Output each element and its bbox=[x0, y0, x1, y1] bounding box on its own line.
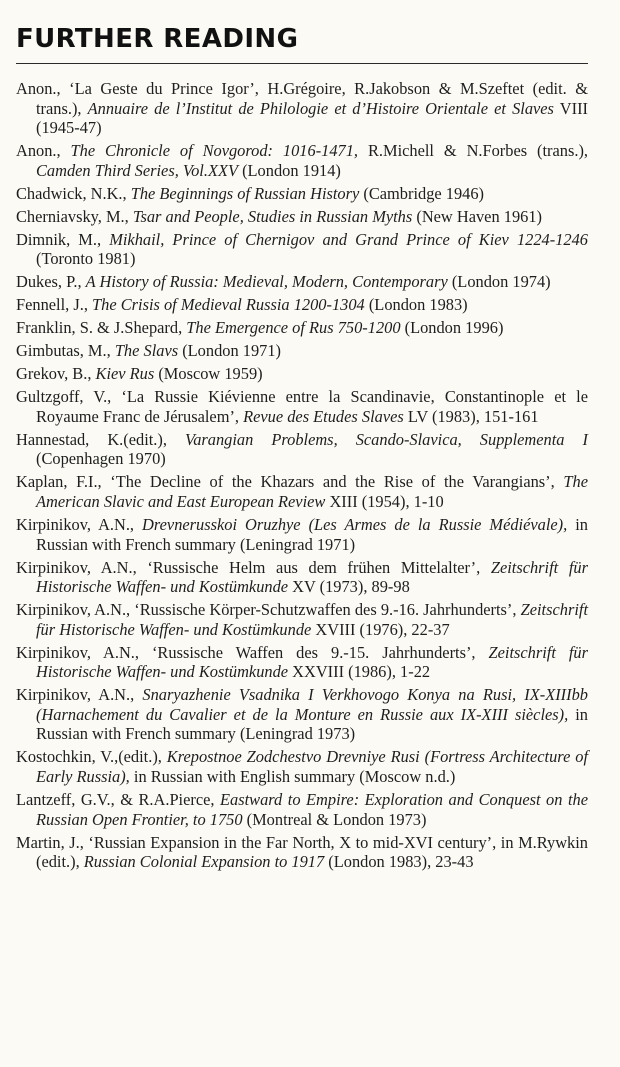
reference-text: XXVIII (1986), 1-22 bbox=[288, 662, 431, 682]
reference-title: Krepostnoe Zodchestvo Drevniye Rusi (Fortress Architecture of Early Russia), bbox=[36, 747, 588, 787]
reference-entry bbox=[16, 430, 588, 469]
reference-text: (New Haven 1961) bbox=[412, 206, 542, 226]
reference-text: Martin, J., ‘Russian Expansion in the Far North, X to mid-XVI century’, in M.Rywkin (edit.), bbox=[16, 832, 588, 872]
reference-text: Hannestad, K.(edit.), bbox=[16, 429, 185, 449]
reference-entry bbox=[16, 295, 588, 315]
reference-text: (London 1983), 23-43 bbox=[324, 852, 474, 872]
reference-entry bbox=[16, 230, 588, 269]
reference-text: R.Michell & N.Forbes (trans.), bbox=[358, 141, 589, 161]
reference-text: in Russian with French summary (Leningrad 1973) bbox=[36, 704, 588, 744]
reference-entry bbox=[16, 207, 588, 227]
reference-entry bbox=[16, 747, 588, 786]
reference-title: Camden Third Series, Vol.XXV bbox=[36, 160, 238, 180]
reference-title: Zeitschrift für Historische Waffen- und Kostümkunde bbox=[36, 600, 588, 639]
reference-text: (Moscow 1959) bbox=[154, 364, 263, 384]
reference-title: The Beginnings of Russian History bbox=[130, 183, 360, 203]
reference-title: Drevnerusskoi Oruzhye (Les Armes de la Russie Médiévale), bbox=[142, 514, 568, 534]
reference-entry bbox=[16, 364, 588, 384]
reference-text: Franklin, S. & J.Shepard, bbox=[16, 318, 187, 338]
reference-entry bbox=[16, 643, 588, 682]
reference-title: The American Slavic and East European Review bbox=[36, 472, 588, 511]
reference-title: The Crisis of Medieval Russia 1200-1304 bbox=[92, 295, 365, 315]
reference-text: (Copenhagen 1970) bbox=[36, 449, 166, 469]
reference-title: Zeitschrift für Historische Waffen- und Kostümkunde bbox=[36, 557, 588, 597]
reference-text: Kirpinikov, A.N., ‘Russische Helm aus dem frühen Mittelalter’, bbox=[16, 557, 491, 577]
reference-text: XV (1973), 89-98 bbox=[288, 577, 410, 597]
reference-entry bbox=[16, 341, 588, 361]
reference-text: Dukes, P., bbox=[16, 272, 86, 292]
reference-title: The Chronicle of Novgorod: 1016-1471, bbox=[70, 141, 359, 161]
reference-entry bbox=[16, 318, 588, 338]
reference-entry bbox=[16, 472, 588, 511]
reference-title: A History of Russia: Medieval, Modern, Contemporary bbox=[85, 272, 448, 292]
reference-text: Grekov, B., bbox=[16, 364, 96, 384]
reference-entry bbox=[16, 685, 588, 744]
reference-text: Kirpinikov, A.N., ‘Russische Waffen des 9.-15. Jahrhunderts’, bbox=[16, 642, 489, 662]
reference-text: (Cambridge 1946) bbox=[359, 183, 485, 203]
reference-list bbox=[16, 79, 588, 875]
reference-entry bbox=[16, 558, 588, 597]
reference-text: (Montreal & London 1973) bbox=[242, 809, 427, 829]
reference-title: Kiev Rus bbox=[95, 364, 155, 384]
reference-text: VIII (1945-47) bbox=[36, 98, 588, 138]
reference-text: LV (1983), 151-161 bbox=[403, 406, 539, 426]
reference-title: Eastward to Empire: Exploration and Conquest on the Russian Open Frontier, to 1750 bbox=[36, 790, 588, 829]
reference-entry bbox=[16, 272, 588, 292]
reference-text: Dimnik, M., bbox=[16, 229, 110, 249]
reference-title: Russian Colonial Expansion to 1917 bbox=[83, 852, 325, 872]
reference-entry bbox=[16, 600, 588, 639]
reference-title: The Emergence of Rus 750-1200 bbox=[186, 318, 401, 338]
heading-rule bbox=[16, 63, 588, 64]
reference-text: XVIII (1976), 22-37 bbox=[311, 619, 450, 639]
reference-title: Tsar and People, Studies in Russian Myths bbox=[132, 206, 413, 226]
reference-text: Kirpinikov, A.N., bbox=[16, 685, 143, 705]
reference-text: Fennell, J., bbox=[16, 295, 93, 315]
reference-entry bbox=[16, 790, 588, 829]
reference-title: Zeitschrift für Historische Waffen- und Kostümkunde bbox=[36, 642, 588, 682]
reference-text: (London 1914) bbox=[237, 160, 341, 180]
reference-text: Anon., ‘La Geste du Prince Igor’, H.Grégoire, R.Jakobson & M.Szeftet (edit. & trans.), bbox=[16, 79, 588, 118]
reference-title: Snaryazhenie Vsadnika I Verkhovogo Konya na Rusi, IX-XIIIbb (Harnachement du Cavalier et de la Monture en Russie aux IX-XIII siècles), bbox=[36, 685, 588, 724]
reference-text: Gimbutas, M., bbox=[16, 341, 115, 361]
reference-entry bbox=[16, 141, 588, 180]
reference-text: Anon., bbox=[16, 141, 71, 161]
reference-title: Revue des Etudes Slaves bbox=[243, 406, 404, 426]
reference-entry bbox=[16, 515, 588, 554]
reference-text: Cherniavsky, M., bbox=[16, 206, 133, 226]
reference-text: Kaplan, F.I., ‘The Decline of the Khazars and the Rise of the Varangians’, bbox=[16, 472, 564, 492]
reference-title: Mikhail, Prince of Chernigov and Grand Prince of Kiev 1224-1246 bbox=[109, 229, 588, 249]
reference-entry bbox=[16, 833, 588, 872]
reference-text: Kirpinikov, A.N., bbox=[16, 514, 143, 534]
reference-text: Gultzgoff, V., ‘La Russie Kiévienne entre la Scandinavie, Constantinople et le Royaume Franc de Jérusalem’, bbox=[16, 387, 588, 426]
reference-text: (London 1974) bbox=[447, 272, 551, 292]
reference-text: (London 1983) bbox=[364, 295, 468, 315]
reference-text: in Russian with French summary (Leningrad 1971) bbox=[36, 514, 588, 554]
reference-text: Kirpinikov, A.N., ‘Russische Körper-Schutzwaffen des 9.-16. Jahrhunderts’, bbox=[16, 600, 521, 620]
reference-title: Annuaire de l’Institut de Philologie et d’Histoire Orientale et Slaves bbox=[87, 98, 554, 118]
reference-entry bbox=[16, 387, 588, 426]
reference-entry bbox=[16, 184, 588, 204]
reference-text: Kostochkin, V.,(edit.), bbox=[16, 747, 167, 767]
reference-text: Chadwick, N.K., bbox=[16, 183, 131, 203]
reference-text: in Russian with English summary (Moscow n.d.) bbox=[129, 767, 456, 787]
reference-title: The Slavs bbox=[114, 341, 179, 361]
reference-entry bbox=[16, 79, 588, 138]
reference-text: (London 1996) bbox=[400, 318, 504, 338]
reference-text: XIII (1954), 1-10 bbox=[325, 491, 444, 511]
reference-text: (Toronto 1981) bbox=[36, 249, 136, 269]
section-heading: FURTHER READING bbox=[16, 24, 299, 54]
reference-text: (London 1971) bbox=[178, 341, 281, 361]
reference-text: Lantzeff, G.V., & R.A.Pierce, bbox=[16, 790, 221, 810]
reference-title: Varangian Problems, Scando-Slavica, Supplementa I bbox=[185, 429, 588, 449]
